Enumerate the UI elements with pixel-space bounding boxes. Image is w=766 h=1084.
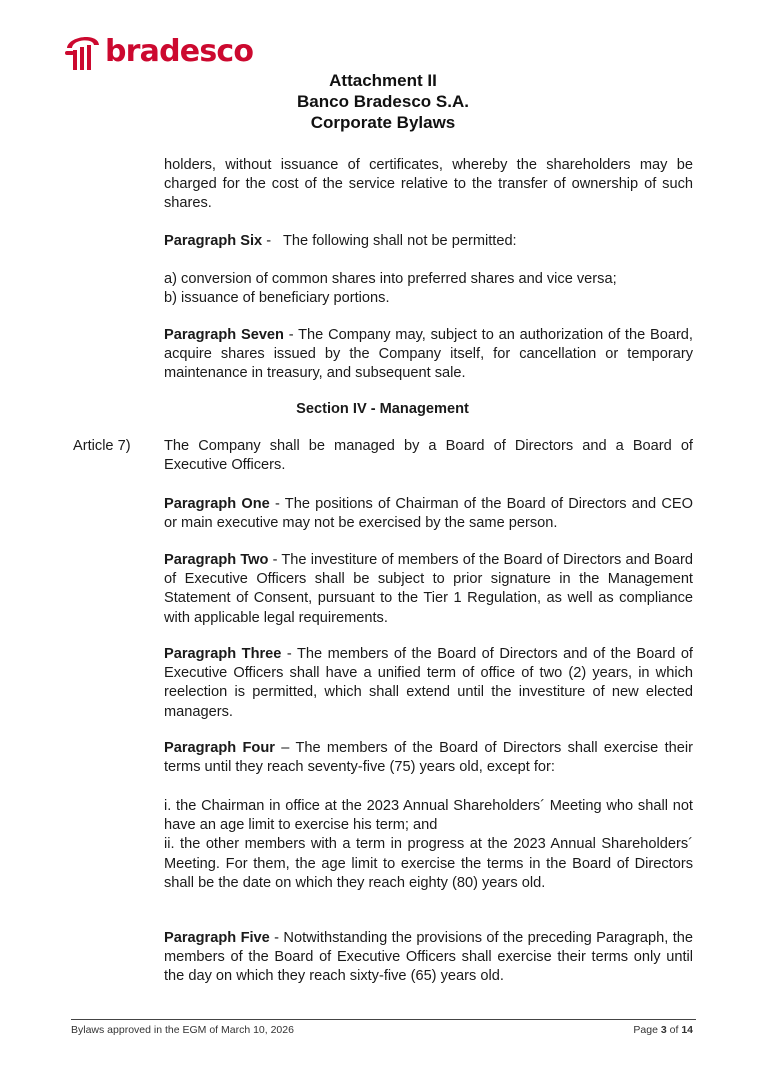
page-total: 14	[681, 1024, 693, 1036]
article-label: Article 7)	[73, 438, 131, 454]
page-of: of	[666, 1024, 682, 1036]
header-title: Attachment II	[329, 71, 437, 90]
footer-approval-note: Bylaws approved in the EGM of March 10, 2026	[71, 1024, 294, 1036]
paragraph-two	[164, 551, 693, 628]
footer-divider	[71, 1019, 696, 1020]
paragraph-label: Paragraph Four	[164, 740, 275, 756]
list-item: a) conversion of common shares into preferred shares and vice versa;	[164, 271, 617, 287]
paragraph-text: The Company shall be managed by a Board of Directors and a Board of Executive Officers.	[164, 438, 693, 474]
exceptions-list	[164, 797, 693, 893]
paragraph-seven	[164, 326, 693, 384]
paragraph-separator: -	[283, 327, 299, 343]
paragraph-separator: -	[268, 552, 282, 568]
paragraph-separator: -	[269, 496, 285, 512]
paragraph-label: Paragraph Five	[164, 930, 270, 946]
paragraph-label: Paragraph One	[164, 496, 270, 512]
paragraph-separator: –	[274, 740, 296, 756]
paragraph-text: The members of the Board of Directors shall exercise their terms until they reach seventy-five (75) years old, except for:	[164, 740, 693, 776]
paragraph-label: Paragraph Two	[164, 552, 269, 568]
bradesco-logo	[64, 30, 253, 74]
paragraph-text: The members of the Board of Directors and of the Board of Executive Officers shall have a unified term of office of two (2) years, in which reelection is permitted, which shall extend until the investiture of new elected managers.	[164, 646, 693, 720]
document-header	[0, 70, 766, 133]
paragraph-text: The Company may, subject to an authorization of the Board, acquire shares issued by the Company itself, for cancellation or temporary maintenance in treasury, and subsequent sale.	[164, 327, 693, 382]
paragraph-text: Notwithstanding the provisions of the preceding Paragraph, the members of the Board of Executive Officers shall exercise their terms only until the day on which they reach sixty-five (65) years old.	[164, 930, 693, 985]
paragraph-six	[164, 232, 693, 251]
article-7-text	[164, 437, 693, 475]
paragraph-one	[164, 495, 693, 533]
paragraph-label: Paragraph Six	[164, 233, 263, 249]
paragraph-label: Paragraph Three	[164, 646, 282, 662]
paragraph-text: The positions of Chairman of the Board of Directors and CEO or main executive may not be exercised by the same person.	[164, 496, 693, 532]
bradesco-wordmark: bradesco	[105, 34, 254, 69]
paragraph-three	[164, 645, 693, 722]
header-subtitle: Corporate Bylaws	[310, 113, 456, 132]
list-item: i. the Chairman in office at the 2023 Annual Shareholders´ Meeting who shall not have an age limit to exercise his term; and	[164, 798, 693, 834]
section-title: Section IV - Management	[296, 401, 469, 417]
header-company: Banco Bradesco S.A.	[297, 92, 469, 111]
page-current: 3	[660, 1024, 667, 1036]
paragraph-separator: -	[281, 646, 297, 662]
paragraph-label: Paragraph Seven	[164, 327, 284, 343]
paragraph-four	[164, 739, 693, 777]
paragraph-separator: -	[262, 233, 276, 249]
paragraph-text: holders, without issuance of certificates, whereby the shareholders may be charged for the cost of the service relative to the transfer of ownership of such shares.	[164, 157, 693, 212]
paragraph-text: The following shall not be permitted:	[275, 233, 517, 249]
page-number	[633, 1024, 693, 1036]
paragraph-separator: -	[269, 930, 284, 946]
list-item: ii. the other members with a term in progress at the 2023 Annual Shareholders´ Meeting. For them, the age limit to exercise the terms in the Board of Directors shall be the date on which they reach eighty (80) years old.	[164, 836, 693, 891]
list-item: b) issuance of beneficiary portions.	[164, 290, 390, 307]
paragraph-five	[164, 929, 693, 987]
paragraph-continuation	[164, 156, 693, 214]
bradesco-logo-icon	[64, 30, 102, 74]
page-prefix: Page	[633, 1024, 661, 1036]
permitted-list	[164, 270, 693, 308]
paragraph-text: The investiture of members of the Board of Directors and Board of Executive Officers shall be subject to prior signature in the Management Statement of Consent, pursuant to the Tier 1 Regulation, as well as compliance with applicable legal requirements.	[164, 552, 693, 626]
